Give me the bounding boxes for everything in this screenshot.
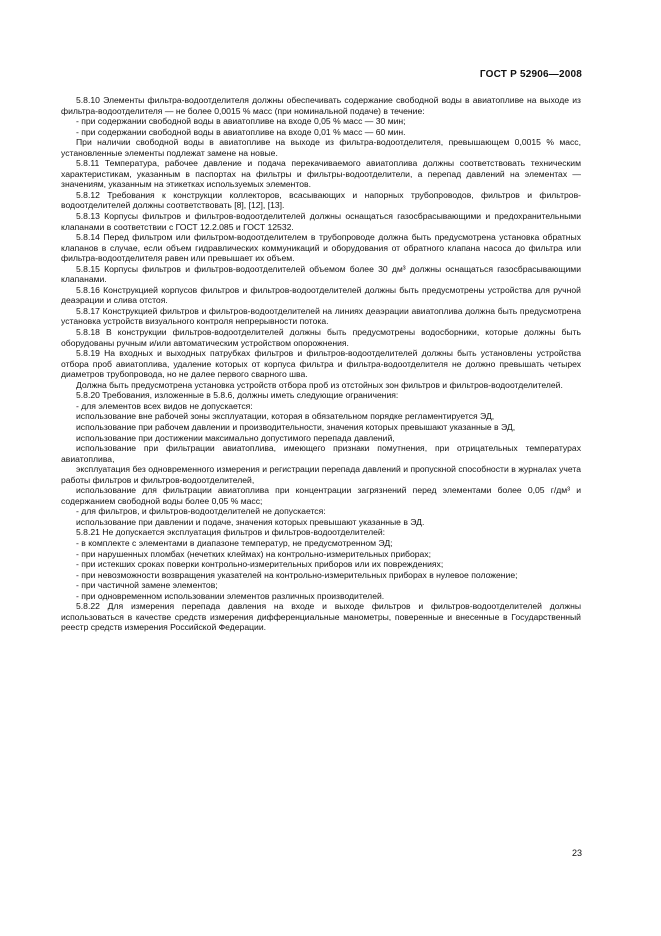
list-item: - для элементов всех видов не допускается:	[76, 400, 253, 411]
paragraph-5-8-13: 5.8.13 Корпусы фильтров и фильтров-водоотделителей должны оснащаться газосбрасывающими и предохранительными клапанами в соответствии с ГОСТ 12.2.085 и ГОСТ 12532.	[61, 211, 581, 232]
paragraph-5-8-16: 5.8.16 Конструкцией корпусов фильтров и фильтров-водоотделителей должны быть предусмотрены устройства для ручной деаэрации и слива отстоя.	[61, 284, 581, 306]
paragraph: При наличии свободной воды в авиатопливе на выходе из фильтра-водоотделителя, превышающем 0,0015 % масс, установленные элементы подлежат замене на новые.	[61, 137, 581, 158]
paragraph: использование вне рабочей зоны эксплуатации, которая в обязательном порядке регламентируется ЭД,	[76, 411, 495, 422]
list-item: - при истекших сроках поверки контрольно-измерительных приборов или их повреждениях;	[76, 559, 444, 570]
paragraph: использование при рабочем давлении и производительности, значения которых превышают указанные в ЭД,	[76, 421, 516, 432]
paragraph-5-8-19: 5.8.19 На входных и выходных патрубках фильтров и фильтров-водоотделителей должны быть установлены устройства отбора проб авиатоплива, удаление которых от корпуса фильтра и фильтра-водоотделителя не должно превышать четырех диаметров трубопровода, но не далее первого сварного шва.	[61, 348, 581, 380]
document-body	[61, 95, 581, 633]
paragraph: эксплуатация без одновременного измерения и регистрации перепада давлений и пропускной способности в журналах учета работы фильтров и фильтров-водоотделителей,	[61, 464, 581, 485]
paragraph: Должна быть предусмотрена установка устройств отбора проб из отстойных зон фильтров и фильтров-водоотделителей.	[76, 379, 563, 390]
list-item: - при невозможности возвращения указателей на контрольно-измерительных приборах в нулевое положение;	[76, 569, 518, 580]
page-number: 23	[571, 848, 582, 858]
list-item: - при одновременном использовании элементов различных производителей.	[76, 590, 385, 601]
paragraph: использование при достижении максимально допустимого перепада давлений,	[76, 432, 395, 443]
list-item: - при частичной замене элементов;	[76, 580, 218, 591]
paragraph-5-8-17: 5.8.17 Конструкцией фильтров и фильтров-водоотделителей на линиях деаэрации авиатоплива должна быть предусмотрена установка устройств визуального контроля непрерывности потока.	[61, 305, 581, 327]
list-item: - при содержании свободной воды в авиатопливе на входе 0,05 % масс — 30 мин;	[76, 116, 406, 127]
document-header: ГОСТ Р 52906—2008	[479, 69, 582, 80]
list-item: - в комплекте с элементами в диапазоне температур, не предусмотренном ЭД;	[76, 537, 393, 548]
paragraph-5-8-21: 5.8.21 Не допускается эксплуатация фильтров и фильтров-водоотделителей:	[76, 527, 386, 538]
list-item: - при нарушенных пломбах (нечетких клеймах) на контрольно-измерительных приборах;	[76, 548, 431, 559]
paragraph-5-8-15: 5.8.15 Корпусы фильтров и фильтров-водоотделителей объемом более 30 дм³ должны оснащаться газосбрасывающими клапанами.	[61, 263, 581, 285]
paragraph-5-8-12: 5.8.12 Требования к конструкции коллекторов, всасывающих и напорных трубопроводов, фильтров и фильтров-водоотделителей должны соответствовать [8], [12], [13].	[61, 189, 581, 211]
list-item: - при содержании свободной воды в авиатопливе на входе 0,01 % масс — 60 мин.	[76, 126, 406, 137]
paragraph-5-8-11: 5.8.11 Температура, рабочее давление и подача перекачиваемого авиатоплива должны соответствовать техническим характеристикам, указанным в паспортах на фильтры и фильтры-водоотделители, а перепад давлений на элементах — значениям, указанным на этикетках используемых элементов.	[61, 158, 581, 190]
list-item: - для фильтров, и фильтров-водоотделителей не допускается:	[76, 506, 326, 517]
paragraph-5-8-10: 5.8.10 Элементы фильтра-водоотделителя должны обеспечивать содержание свободной воды в авиатопливе на выходе из фильтра-водоотделителя — не более 0,0015 % масс (при номинальной подаче) в течение:	[61, 95, 581, 116]
paragraph: использование при давлении и подаче, значения которых превышают указанные в ЭД.	[76, 516, 425, 527]
paragraph-5-8-20: 5.8.20 Требования, изложенные в 5.8.6, должны иметь следующие ограничения:	[76, 390, 399, 401]
paragraph-5-8-22: 5.8.22 Для измерения перепада давления на входе и выходе фильтров и фильтров-водоотделителей должны использоваться в качестве средств измерения дифференциальные манометры, поверенные и внесенные в Государственный реестр средств измерения Российской Федерации.	[61, 601, 581, 633]
paragraph-5-8-18: 5.8.18 В конструкции фильтров-водоотделителей должны быть предусмотрены водосборники, которые должны быть оборудованы ручным и/или автоматическим устройством опорожнения.	[61, 327, 581, 348]
paragraph: использование для фильтрации авиатоплива при концентрации загрязнений перед элементами более 0,05 г/дм³ и содержанием свободной воды более 0,05 % масс;	[61, 485, 581, 506]
paragraph-5-8-14: 5.8.14 Перед фильтром или фильтром-водоотделителем в трубопроводе должна быть предусмотрена установка обратных клапанов в случае, если объем гидравлических коммуникаций и оборудования от обратного клапана насоса до фильтра или фильтра-водоотделителя равен или превышает их объем.	[61, 232, 581, 264]
paragraph: использование при фильтрации авиатоплива, имеющего признаки помутнения, при отрицательных температурах авиатоплива,	[61, 443, 581, 464]
